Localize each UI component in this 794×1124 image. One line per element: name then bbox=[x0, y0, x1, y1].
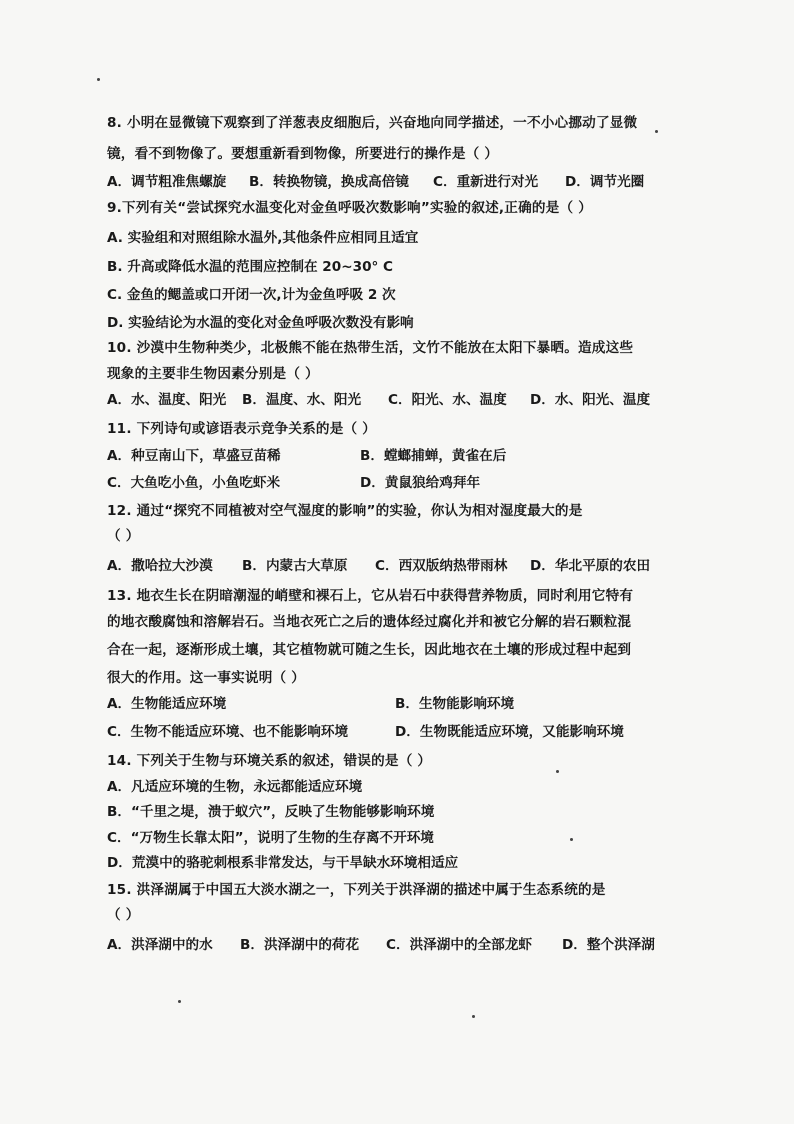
q10-stem-line1: 10. 沙漠中生物种类少，北极熊不能在热带生活，文竹不能放在太阳下暴晒。造成这些 bbox=[107, 340, 634, 356]
q11-option-d: D．黄鼠狼给鸡拜年 bbox=[360, 475, 481, 491]
q8-option-a: A．调节粗准焦螺旋 bbox=[107, 174, 227, 190]
q8-stem-line1: 8. 小明在显微镜下观察到了洋葱表皮细胞后，兴奋地向同学描述，一不小心挪动了显微 bbox=[107, 115, 638, 131]
q9-option-d: D. 实验结论为水温的变化对金鱼呼吸次数没有影响 bbox=[107, 315, 414, 331]
q9-option-a: A. 实验组和对照组除水温外,其他条件应相同且适宜 bbox=[107, 230, 419, 246]
q12-option-b: B．内蒙古大草原 bbox=[242, 558, 348, 574]
q8-option-c: C．重新进行对光 bbox=[433, 174, 539, 190]
scan-speck bbox=[472, 1015, 475, 1018]
q13-option-b: B．生物能影响环境 bbox=[395, 696, 515, 712]
q10-option-c: C．阳光、水、温度 bbox=[388, 392, 507, 408]
q14-option-c: C．“万物生长靠太阳”，说明了生物的生存离不开环境 bbox=[107, 830, 434, 846]
q11-option-b: B．螳螂捕蝉，黄雀在后 bbox=[360, 448, 507, 464]
scan-speck bbox=[178, 1000, 181, 1003]
q15-option-c: C．洪泽湖中的全部龙虾 bbox=[386, 937, 532, 953]
scan-speck bbox=[570, 838, 573, 841]
q13-option-c: C．生物不能适应环境、也不能影响环境 bbox=[107, 724, 349, 740]
q10-option-a: A．水、温度、阳光 bbox=[107, 392, 227, 408]
q12-option-c: C．西双版纳热带雨林 bbox=[375, 558, 508, 574]
scan-speck bbox=[97, 78, 100, 81]
q15-option-d: D．整个洪泽湖 bbox=[562, 937, 655, 953]
q8-option-b: B．转换物镜，换成高倍镜 bbox=[249, 174, 409, 190]
q9-option-b: B. 升高或降低水温的范围应控制在 20~30° C bbox=[107, 259, 394, 275]
q15-stem: 15. 洪泽湖属于中国五大淡水湖之一，下列关于洪泽湖的描述中属于生态系统的是 bbox=[107, 882, 606, 898]
q14-option-d: D．荒漠中的骆驼刺根系非常发达，与干旱缺水环境相适应 bbox=[107, 855, 459, 871]
q12-answer-paren: （ ） bbox=[107, 528, 140, 544]
q13-stem-line3: 合在一起，逐渐形成土壤，其它植物就可随之生长，因此地衣在土壤的形成过程中起到 bbox=[107, 642, 632, 658]
q10-option-b: B．温度、水、阳光 bbox=[242, 392, 362, 408]
scan-speck bbox=[556, 770, 559, 773]
q15-option-b: B．洪泽湖中的荷花 bbox=[240, 937, 360, 953]
q13-stem-line1: 13. 地衣生长在阴暗潮湿的峭壁和裸石上，它从岩石中获得营养物质，同时利用它特有 bbox=[107, 588, 634, 604]
q10-stem-line2: 现象的主要非生物因素分别是（ ） bbox=[107, 366, 319, 382]
q12-option-d: D．华北平原的农田 bbox=[530, 558, 651, 574]
q13-option-d: D．生物既能适应环境，又能影响环境 bbox=[395, 724, 624, 740]
q15-answer-paren: （ ） bbox=[107, 907, 140, 923]
q13-stem-line4: 很大的作用。这一事实说明（ ） bbox=[107, 670, 306, 686]
q10-option-d: D．水、阳光、温度 bbox=[530, 392, 651, 408]
q13-option-a: A．生物能适应环境 bbox=[107, 696, 227, 712]
q9-stem: 9.下列有关“尝试探究水温变化对金鱼呼吸次数影响”实验的叙述,正确的是（ ） bbox=[107, 200, 592, 216]
q14-option-a: A．凡适应环境的生物，永远都能适应环境 bbox=[107, 779, 363, 795]
q8-stem-line2: 镜，看不到物像了。要想重新看到物像，所要进行的操作是（ ） bbox=[107, 146, 499, 162]
q15-option-a: A．洪泽湖中的水 bbox=[107, 937, 213, 953]
q11-option-c: C．大鱼吃小鱼，小鱼吃虾米 bbox=[107, 475, 281, 491]
q8-option-d: D．调节光圈 bbox=[565, 174, 645, 190]
q14-stem: 14. 下列关于生物与环境关系的叙述，错误的是（ ） bbox=[107, 753, 432, 769]
q12-option-a: A．撒哈拉大沙漠 bbox=[107, 558, 213, 574]
q12-stem: 12. 通过“探究不同植被对空气湿度的影响”的实验，你认为相对湿度最大的是 bbox=[107, 503, 583, 519]
q11-option-a: A．种豆南山下，草盛豆苗稀 bbox=[107, 448, 281, 464]
q13-stem-line2: 的地衣酸腐蚀和溶解岩石。当地衣死亡之后的遗体经过腐化并和被它分解的岩石颗粒混 bbox=[107, 614, 632, 630]
q11-stem: 11. 下列诗句或谚语表示竞争关系的是（ ） bbox=[107, 421, 377, 437]
scan-speck bbox=[655, 130, 658, 133]
q9-option-c: C. 金鱼的鳃盖或口开闭一次,计为金鱼呼吸 2 次 bbox=[107, 287, 396, 303]
q14-option-b: B．“千里之堤，溃于蚁穴”，反映了生物能够影响环境 bbox=[107, 804, 435, 820]
